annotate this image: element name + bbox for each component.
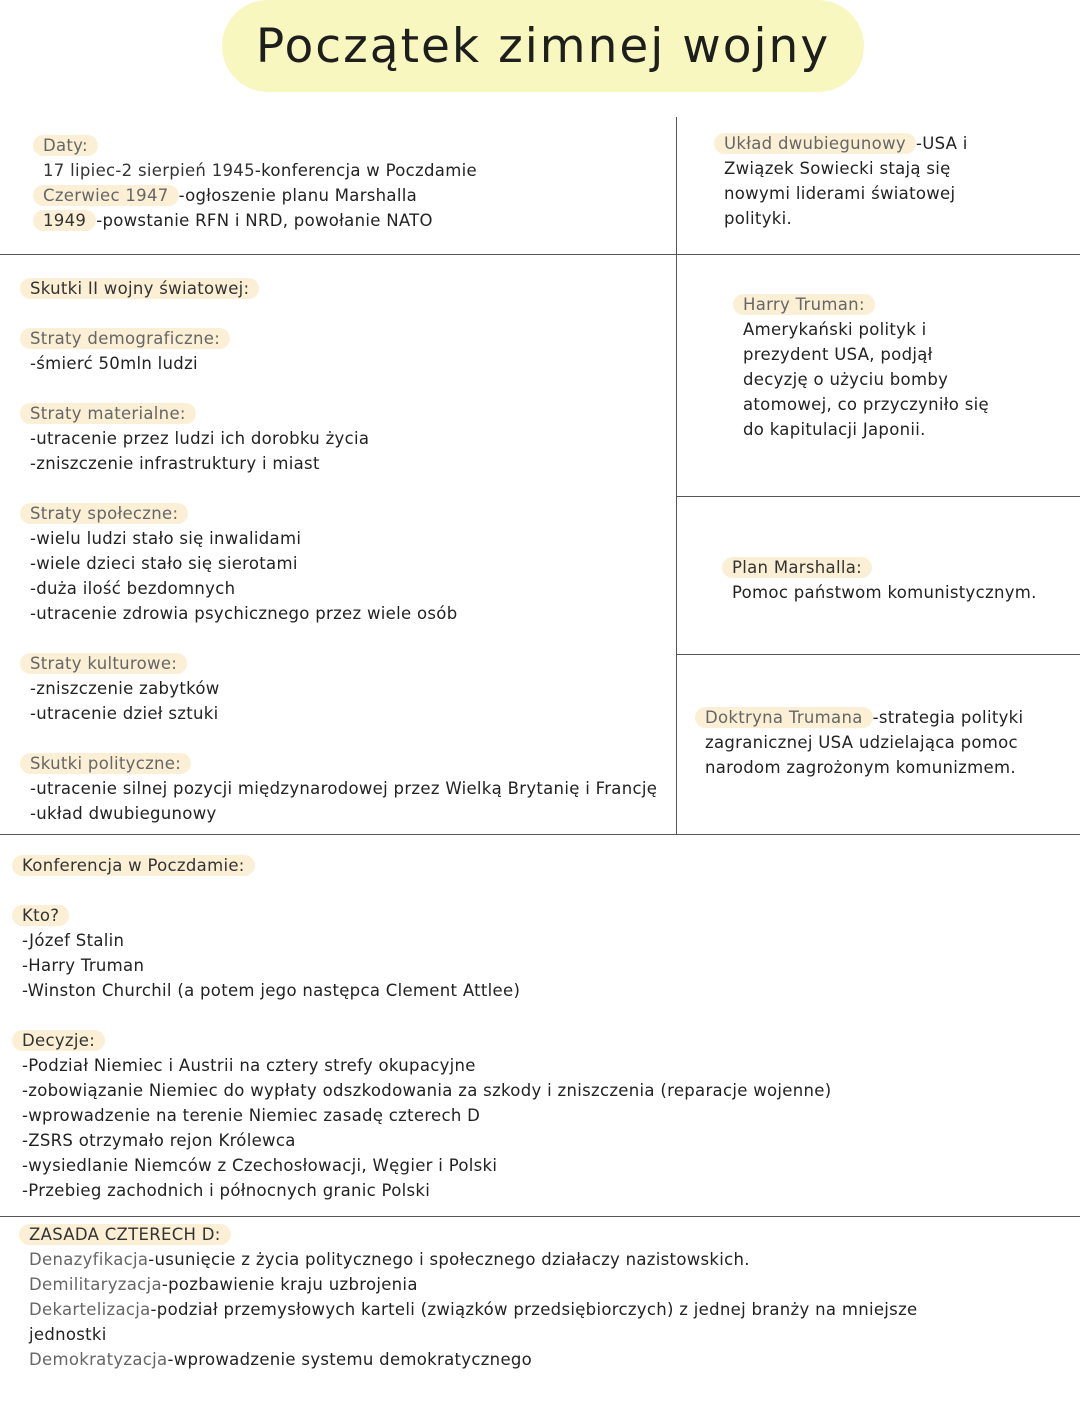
kult-heading: Straty kulturowe:: [20, 653, 187, 674]
divider-vertical-top: [676, 117, 677, 835]
divider-row-2: [0, 834, 1080, 835]
truman-line: prezydent USA, podjął: [743, 345, 933, 364]
kult-line: -zniszczenie zabytków: [30, 679, 220, 698]
spol-line: -utracenie zdrowia psychicznego przez wiele osób: [30, 604, 458, 623]
daty-line: 17 lipiec-2 sierpień 1945-konferencja w Poczdamie: [43, 161, 477, 180]
spol-line: -wielu ludzi stało się inwalidami: [30, 529, 302, 548]
truman-section: [743, 292, 989, 442]
zasada-heading: ZASADA CZTERECH D:: [19, 1224, 231, 1245]
konferencja-heading: Konferencja w Poczdamie:: [12, 855, 255, 876]
page-title: Początek zimnej wojny: [222, 0, 864, 92]
zasada-item: Demokratyzacja-wprowadzenie systemu demokratycznego: [29, 1350, 533, 1369]
uklad-line: Związek Sowiecki stają się: [724, 159, 951, 178]
divider-right-1: [676, 496, 1080, 497]
daty-line: Czerwiec 1947 -ogłoszenie planu Marshalla: [43, 183, 477, 208]
decyzje-line: -zobowiązanie Niemiec do wypłaty odszkodowania za szkody i zniszczenia (reparacje wojenne): [22, 1081, 832, 1100]
decyzje-line: -Podział Niemiec i Austrii na cztery strefy okupacyjne: [22, 1056, 476, 1075]
uklad-line: polityki.: [724, 209, 793, 228]
uklad-term: Układ dwubiegunowy: [714, 133, 916, 154]
uklad-line: nowymi liderami światowej: [724, 184, 956, 203]
mat-line: -zniszczenie infrastruktury i miast: [30, 454, 320, 473]
decyzje-line: -ZSRS otrzymało rejon Królewca: [22, 1131, 296, 1150]
konferencja-section: [22, 853, 831, 1203]
decyzje-line: -wysiedlanie Niemców z Czechosłowacji, Węgier i Polski: [22, 1156, 498, 1175]
pol-line: -utracenie silnej pozycji międzynarodowej przez Wielką Brytanię i Francję: [30, 779, 658, 798]
demo-line: -śmierć 50mln ludzi: [30, 354, 198, 373]
truman-line: decyzję o użyciu bomby: [743, 370, 949, 389]
pol-line: -układ dwubiegunowy: [30, 804, 217, 823]
mat-line: -utracenie przez ludzi ich dorobku życia: [30, 429, 370, 448]
marshall-heading: Plan Marshalla:: [722, 557, 872, 578]
demo-heading: Straty demograficzne:: [20, 328, 230, 349]
skutki-section: [30, 276, 657, 826]
pol-heading: Skutki polityczne:: [20, 753, 191, 774]
kult-line: -utracenie dzieł sztuki: [30, 704, 219, 723]
marshall-section: [732, 555, 1037, 605]
doktryna-section: Doktryna Trumana -strategia polityki zagranicznej USA udzielająca pomoc narodom zagrożonym komunizmem.: [705, 705, 1023, 780]
daty-heading: Daty:: [33, 135, 98, 156]
decyzje-heading: Decyzje:: [12, 1030, 105, 1051]
zasada-item: Demilitaryzacja-pozbawienie kraju uzbrojenia: [29, 1275, 418, 1294]
truman-line: do kapitulacji Japonii.: [743, 420, 926, 439]
spol-line: -duża ilość bezdomnych: [30, 579, 236, 598]
kto-line: -Harry Truman: [22, 956, 145, 975]
decyzje-line: -wprowadzenie na terenie Niemiec zasadę czterech D: [22, 1106, 481, 1125]
zasada-item: Denazyfikacja-usunięcie z życia politycznego i społecznego działaczy nazistowskich.: [29, 1250, 750, 1269]
spol-line: -wiele dzieci stało się sierotami: [30, 554, 298, 573]
daty-section: [43, 133, 477, 233]
divider-right-2: [676, 654, 1080, 655]
uklad-section: Układ dwubiegunowy -USA i Związek Sowiecki stają się nowymi liderami światowej polityki.: [724, 131, 968, 231]
skutki-heading: Skutki II wojny światowej:: [20, 278, 259, 299]
kto-line: -Winston Churchil (a potem jego następca Clement Attlee): [22, 981, 521, 1000]
divider-row-1: [0, 254, 1080, 255]
daty-line: 1949 -powstanie RFN i NRD, powołanie NATO: [43, 208, 477, 233]
truman-line: Amerykański polityk i: [743, 320, 927, 339]
doktryna-term: Doktryna Trumana: [695, 707, 873, 728]
zasada-section: [29, 1222, 917, 1372]
truman-heading: Harry Truman:: [733, 294, 875, 315]
spol-heading: Straty społeczne:: [20, 503, 188, 524]
kto-line: -Józef Stalin: [22, 931, 125, 950]
kto-heading: Kto?: [12, 905, 69, 926]
doktryna-line: narodom zagrożonym komunizmem.: [705, 758, 1016, 777]
doktryna-line: zagranicznej USA udzielająca pomoc: [705, 733, 1018, 752]
zasada-item: jednostki: [29, 1325, 107, 1344]
marshall-line: Pomoc państwom komunistycznym.: [732, 583, 1037, 602]
divider-row-3: [0, 1216, 1080, 1217]
truman-line: atomowej, co przyczyniło się: [743, 395, 989, 414]
zasada-item: Dekartelizacja-podział przemysłowych karteli (związków przedsiębiorczych) z jednej branży na mniejsze: [29, 1300, 918, 1319]
mat-heading: Straty materialne:: [20, 403, 196, 424]
decyzje-line: -Przebieg zachodnich i północnych granic Polski: [22, 1181, 431, 1200]
